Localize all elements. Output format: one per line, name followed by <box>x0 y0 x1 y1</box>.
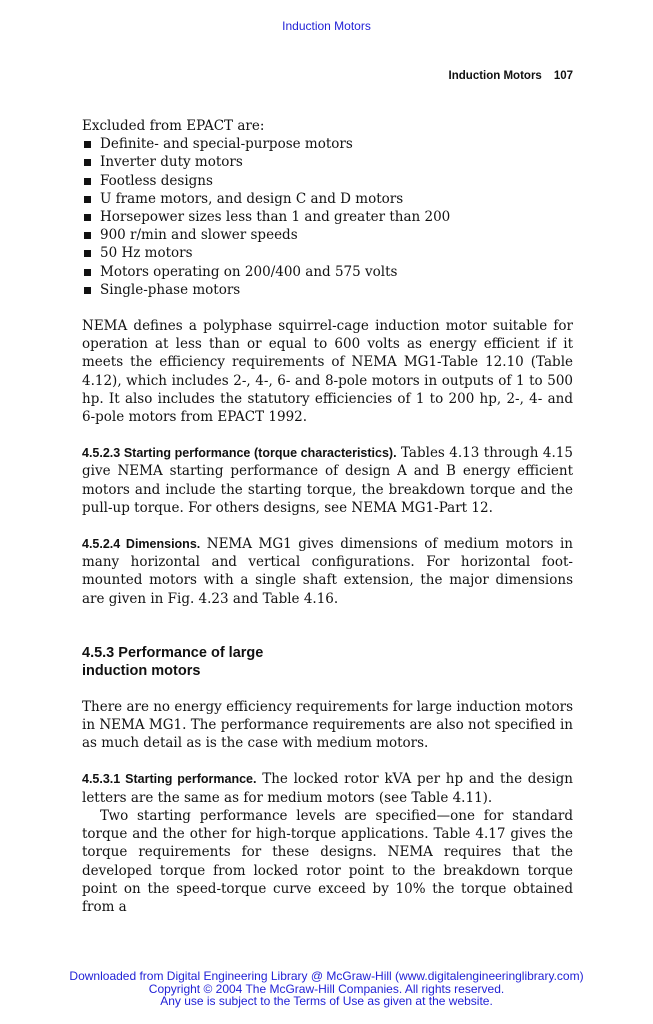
excluded-list <box>82 135 573 299</box>
list-item <box>82 226 573 244</box>
top-link[interactable]: Induction Motors <box>282 19 371 33</box>
large-starting-continuation: Two starting performance levels are specified—one for standard torque and the other for high-torque applications. Table 4.17 gives the torque requirements for these designs. NEMA requires that the developed torque from locked rotor point to the breakdown torque point on the speed-torque curve exceed by 10% the torque obtained from a <box>82 807 573 915</box>
large-starting-text: The locked rotor kVA per hp and the design letters are the same as for medium motors (see Table 4.11). <box>82 771 573 806</box>
list-item-text: 50 Hz motors <box>100 245 193 262</box>
footer-terms[interactable]: Any use is subject to the Terms of Use as given at the website. <box>160 994 493 1008</box>
footer-download-link[interactable]: Downloaded from Digital Engineering Library @ McGraw-Hill (www.digitalengineeringlibrary.com) <box>69 969 584 983</box>
large-motors-paragraph: There are no energy efficiency requirements for large induction motors in NEMA MG1. The performance requirements are also not specified in as much detail as is the case with medium motors. <box>82 698 573 752</box>
starting-performance-heading: 4.5.2.3 Starting performance (torque characteristics). <box>82 446 397 461</box>
bullet-square-icon <box>84 178 91 185</box>
starting-performance-text: Tables 4.13 through 4.15 give NEMA starting performance of design A and B energy efficient motors and include the starting torque, the breakdown torque and the pull-up torque. For others designs, see NEMA MG1-Part 12. <box>82 445 573 516</box>
list-item-text: Inverter duty motors <box>100 154 243 171</box>
list-item <box>82 190 573 208</box>
list-item-text: 900 r/min and slower speeds <box>100 227 298 244</box>
list-item-text: U frame motors, and design C and D motors <box>100 190 404 207</box>
section-heading-line1: 4.5.3 Performance of large <box>82 644 264 661</box>
list-item <box>82 263 573 281</box>
list-item <box>82 172 573 190</box>
running-header-title: Induction Motors <box>448 70 542 82</box>
dimensions-heading: 4.5.2.4 Dimensions. <box>82 537 201 552</box>
nema-paragraph: NEMA defines a polyphase squirrel-cage induction motor suitable for operation at less than or equal to 600 volts as energy efficient if it meets the efficiency requirements of NEMA MG1-Table 12.10 (Table 4.12), which includes 2-, 4-, 6- and 8-pole motors in outputs of 1 to 500 hp. It also includes the statutory efficiencies of 1 to 200 hp, 2-, 4- and 6-pole motors from EPACT 1992. <box>82 318 573 426</box>
list-item-text: Definite- and special-purpose motors <box>100 136 353 153</box>
dimensions-text: NEMA MG1 gives dimensions of medium motors in many horizontal and vertical configurations. For horizontal foot-mounted motors with a single shaft extension, the major dimensions are given in Fig. 4.23 and Table 4.16. <box>82 536 573 607</box>
bullet-square-icon <box>84 232 91 239</box>
running-header <box>449 70 573 82</box>
list-item-text: Horsepower sizes less than 1 and greater than 200 <box>100 209 451 226</box>
section-heading <box>82 644 573 680</box>
list-item-text: Footless designs <box>100 172 213 189</box>
section-heading-line2: induction motors <box>82 662 201 679</box>
starting-performance-paragraph <box>82 444 573 517</box>
large-starting-heading: 4.5.3.1 Starting performance. <box>82 772 257 787</box>
footer <box>0 970 653 1008</box>
list-item <box>82 153 573 171</box>
bullet-square-icon <box>84 250 91 257</box>
page-body <box>82 117 573 916</box>
bullet-square-icon <box>84 269 91 276</box>
bullet-square-icon <box>84 159 91 166</box>
list-item <box>82 135 573 153</box>
dimensions-paragraph <box>82 535 573 608</box>
list-item-text: Single-phase motors <box>100 281 241 298</box>
bullet-square-icon <box>84 196 91 203</box>
intro-text: Excluded from EPACT are: <box>82 118 265 134</box>
list-item-text: Motors operating on 200/400 and 575 volts <box>100 263 398 280</box>
bullet-square-icon <box>84 214 91 221</box>
list-item <box>82 208 573 226</box>
list-item <box>82 281 573 299</box>
list-item <box>82 244 573 262</box>
bullet-square-icon <box>84 287 91 294</box>
bullet-square-icon <box>84 141 91 148</box>
footer-copyright[interactable]: Copyright © 2004 The McGraw-Hill Companies. All rights reserved. <box>148 981 505 996</box>
large-starting-paragraph <box>82 770 573 806</box>
page-number: 107 <box>553 70 573 82</box>
